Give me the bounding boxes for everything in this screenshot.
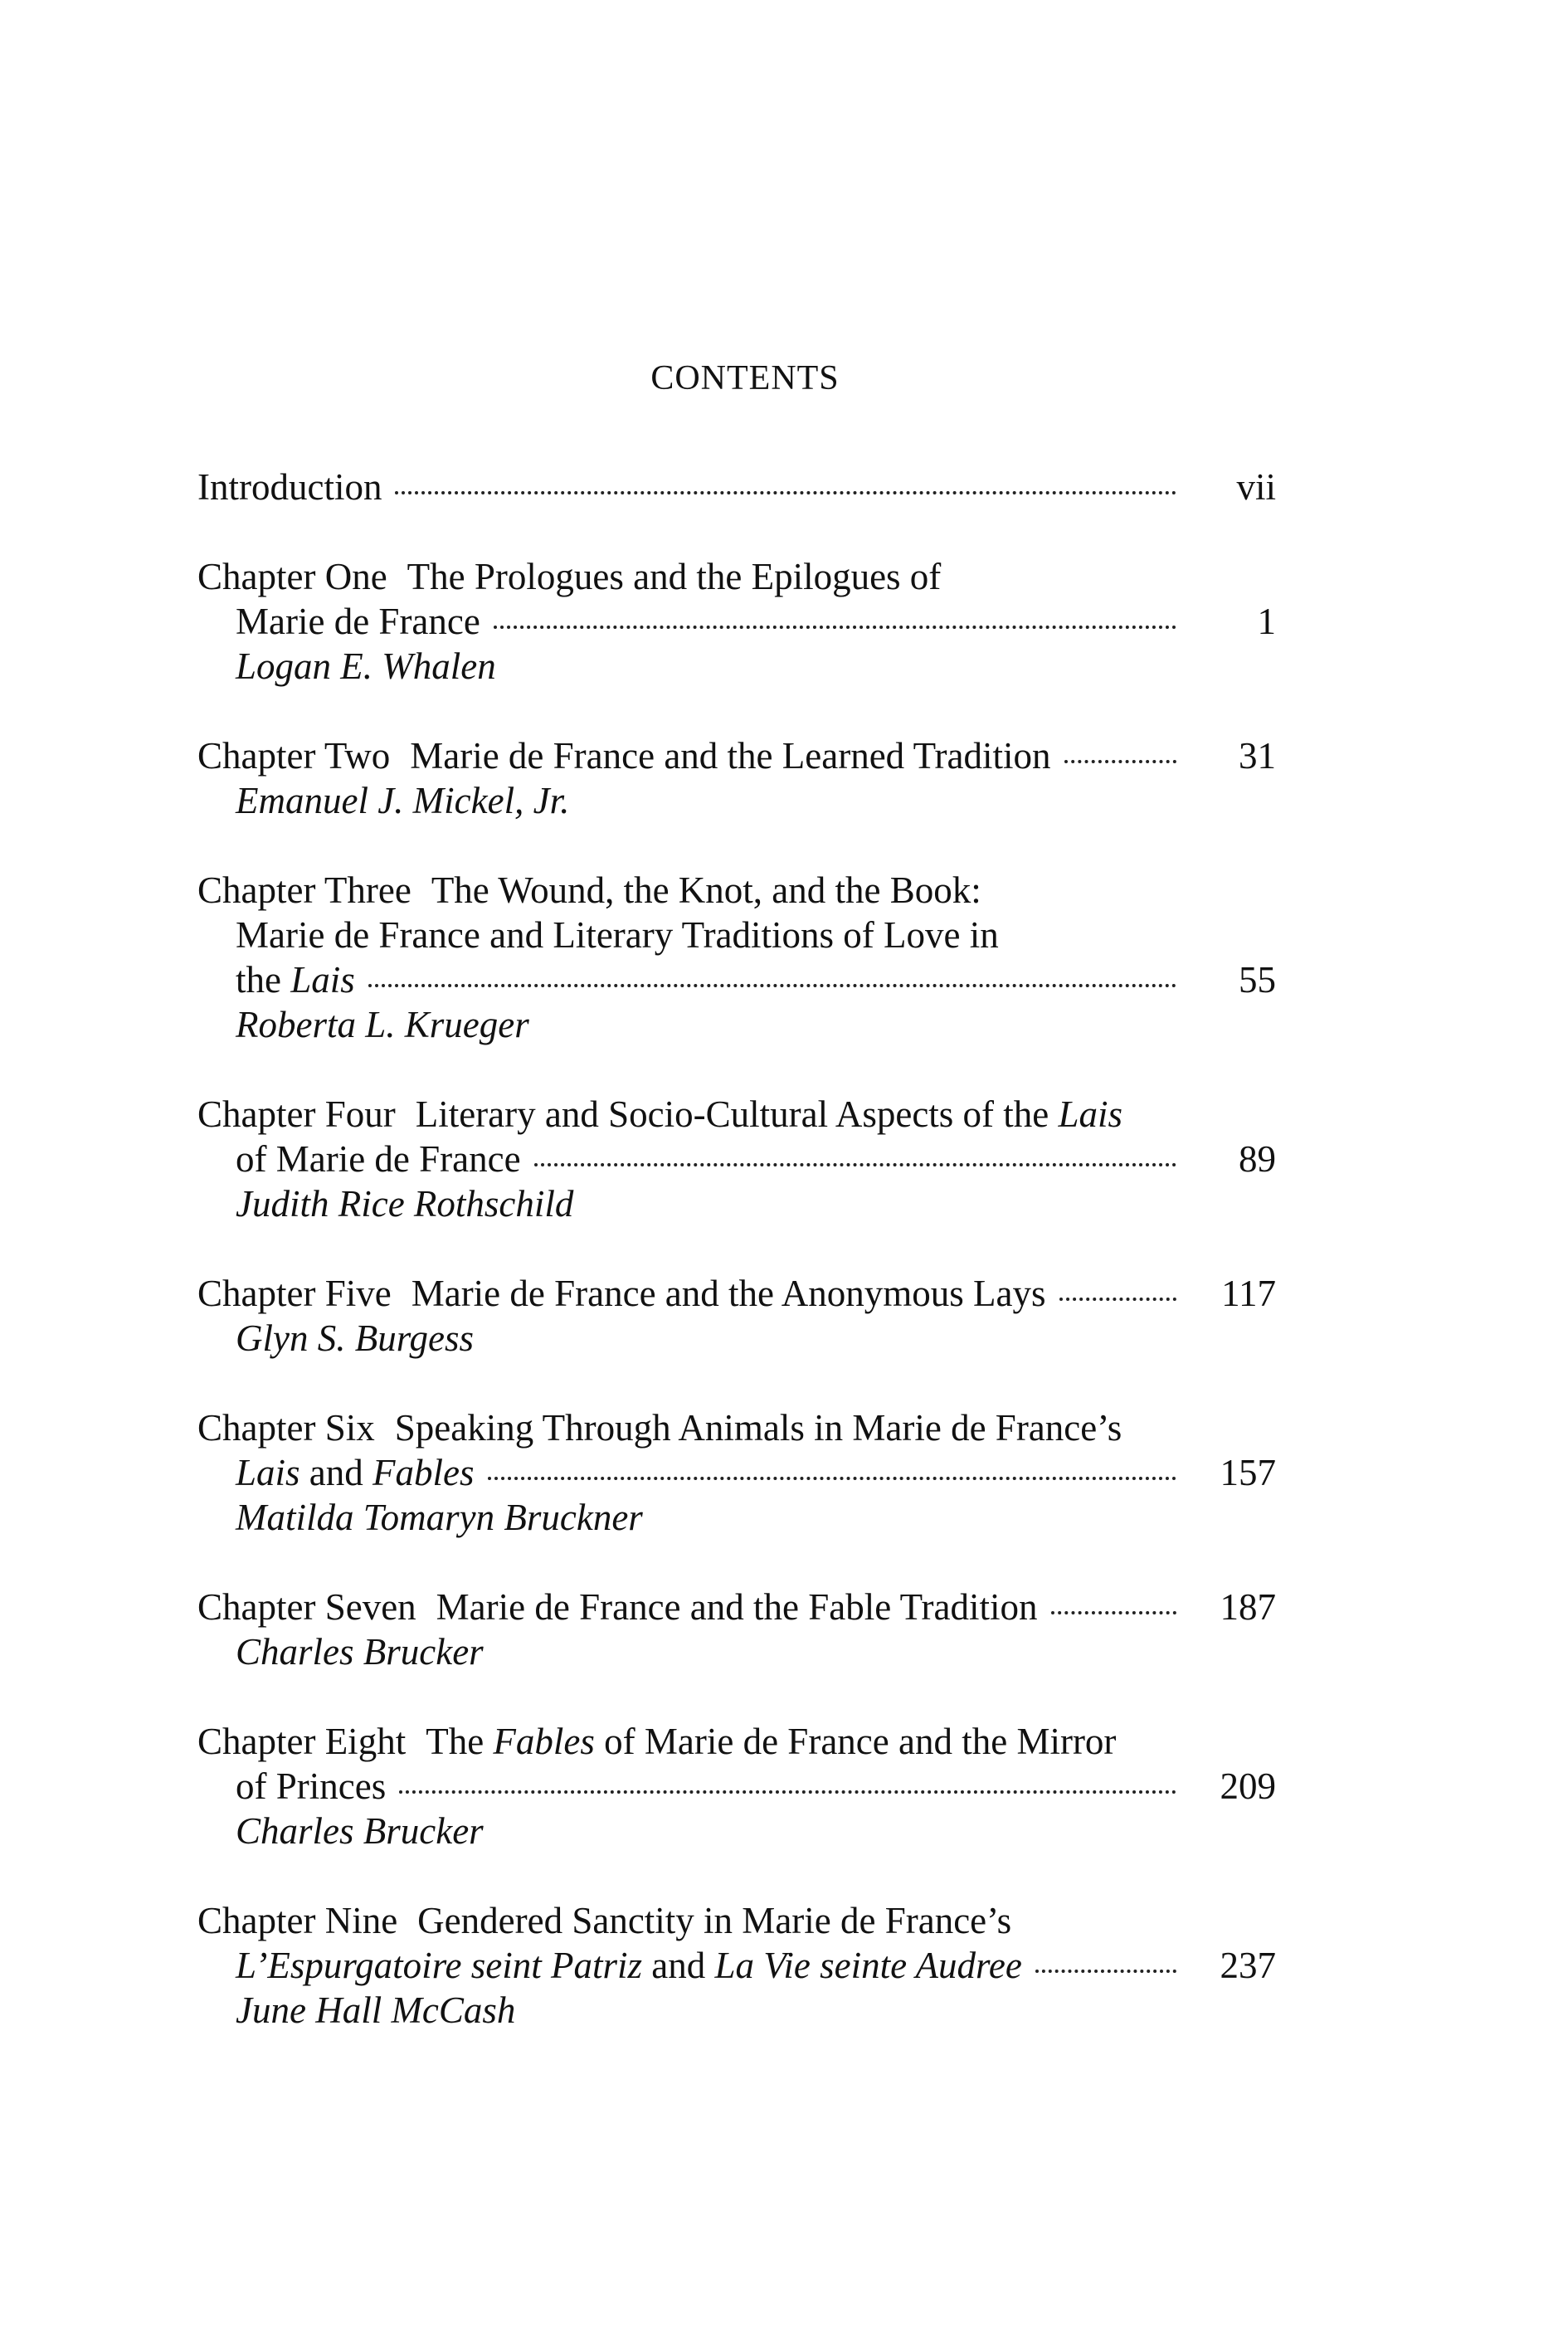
toc-line <box>197 1585 1276 1629</box>
toc-line <box>197 1450 1276 1495</box>
chapter-title-continued: Marie de France and Literary Traditions of Love in <box>236 914 999 956</box>
toc-line <box>197 1898 1276 1943</box>
toc-line <box>197 599 1276 644</box>
work-title: Lais <box>290 959 355 1001</box>
toc-line <box>197 913 1276 957</box>
work-title: Lais <box>1058 1093 1123 1135</box>
toc-line <box>197 1405 1276 1450</box>
toc-entry-chapter-three[interactable] <box>197 868 1276 1047</box>
toc-entry-introduction[interactable] <box>197 465 1276 509</box>
work-title: Fables <box>493 1721 595 1762</box>
dot-leader <box>534 1163 1176 1166</box>
toc-line <box>197 1271 1276 1316</box>
page-number: 157 <box>1220 1452 1276 1493</box>
table-of-contents <box>197 465 1276 2033</box>
dot-leader <box>1064 760 1177 763</box>
toc-entry-chapter-eight[interactable] <box>197 1719 1276 1853</box>
dot-leader <box>395 491 1176 494</box>
toc-line <box>197 1943 1276 1988</box>
page-number: vii <box>1236 466 1276 508</box>
toc-line <box>197 957 1276 1002</box>
page-title: CONTENTS <box>650 359 840 397</box>
chapter-title: The Wound, the Knot, and the Book: <box>431 869 981 911</box>
page-number: 55 <box>1239 959 1276 1001</box>
chapter-label: Chapter One <box>197 556 387 597</box>
toc-entry-chapter-five[interactable] <box>197 1271 1276 1361</box>
toc-entry-chapter-four[interactable] <box>197 1092 1276 1226</box>
chapter-title: Marie de France and the Learned Tradition <box>410 735 1051 777</box>
dot-leader <box>1051 1611 1176 1614</box>
toc-entry-chapter-two[interactable] <box>197 733 1276 823</box>
work-title: La Vie seinte Audree <box>714 1945 1022 1986</box>
toc-line <box>197 465 1276 509</box>
chapter-label: Chapter Six <box>197 1407 375 1449</box>
toc-line <box>197 733 1276 778</box>
chapter-title-continued: and <box>642 1945 715 1986</box>
dot-leader <box>488 1477 1176 1480</box>
chapter-title: Literary and Socio-Cultural Aspects of the <box>415 1093 1059 1135</box>
work-title: Fables <box>373 1452 475 1493</box>
toc-entry-chapter-nine[interactable] <box>197 1898 1276 2033</box>
toc-entry-chapter-seven[interactable] <box>197 1585 1276 1674</box>
page-number: 237 <box>1220 1945 1276 1986</box>
work-title: L’Espurgatoire seint Patriz <box>236 1945 643 1986</box>
chapter-title-continued: of Princes <box>236 1765 387 1807</box>
chapter-label: Chapter Five <box>197 1273 392 1314</box>
chapter-title-continued: the <box>236 959 291 1001</box>
chapter-title: Marie de France and the Anonymous Lays <box>411 1273 1046 1314</box>
chapter-title: The Prologues and the Epilogues of <box>407 556 942 597</box>
page-number: 117 <box>1221 1273 1276 1314</box>
dot-leader <box>399 1790 1176 1794</box>
toc-entry-chapter-one[interactable] <box>197 554 1276 689</box>
dot-leader <box>1035 1970 1176 1973</box>
toc-line <box>197 554 1276 599</box>
chapter-author: Charles Brucker <box>236 1631 484 1673</box>
chapter-author: Emanuel J. Mickel, Jr. <box>236 780 570 821</box>
page-number: 209 <box>1220 1765 1276 1807</box>
chapter-author: Logan E. Whalen <box>236 645 496 687</box>
page-number: 1 <box>1257 601 1276 642</box>
entry-title: Introduction <box>197 466 382 508</box>
chapter-title: The <box>426 1721 494 1762</box>
chapter-title: of Marie de France and the Mirror <box>594 1721 1117 1762</box>
toc-line <box>197 1764 1276 1809</box>
toc-line <box>197 1719 1276 1764</box>
chapter-author: Judith Rice Rothschild <box>236 1183 574 1225</box>
toc-line <box>197 1092 1276 1137</box>
chapter-title: Marie de France and the Fable Tradition <box>436 1586 1038 1628</box>
toc-entry-chapter-six[interactable] <box>197 1405 1276 1540</box>
chapter-title: Gendered Sanctity in Marie de France’s <box>417 1900 1012 1941</box>
chapter-title-continued: of Marie de France <box>236 1138 521 1180</box>
chapter-label: Chapter Two <box>197 735 391 777</box>
chapter-title: Speaking Through Animals in Marie de France’s <box>394 1407 1122 1449</box>
toc-line <box>197 1137 1276 1181</box>
chapter-label: Chapter Three <box>197 869 411 911</box>
toc-line <box>197 868 1276 913</box>
chapter-label: Chapter Eight <box>197 1721 407 1762</box>
chapter-title-continued: Marie de France <box>236 601 480 642</box>
dot-leader <box>368 984 1176 987</box>
chapter-author: Roberta L. Krueger <box>236 1004 529 1045</box>
page-number: 187 <box>1220 1586 1276 1628</box>
work-title: Lais <box>236 1452 300 1493</box>
dot-leader <box>1059 1298 1176 1301</box>
chapter-label: Chapter Seven <box>197 1586 416 1628</box>
chapter-author: Glyn S. Burgess <box>236 1317 475 1359</box>
chapter-author: June Hall McCash <box>236 1989 516 2031</box>
page-number: 89 <box>1239 1138 1276 1180</box>
chapter-label: Chapter Nine <box>197 1900 398 1941</box>
page-number: 31 <box>1239 735 1276 777</box>
chapter-author: Charles Brucker <box>236 1810 484 1852</box>
dot-leader <box>494 626 1176 629</box>
chapter-author: Matilda Tomaryn Bruckner <box>236 1497 643 1538</box>
chapter-title-continued: and <box>299 1452 373 1493</box>
chapter-label: Chapter Four <box>197 1093 396 1135</box>
